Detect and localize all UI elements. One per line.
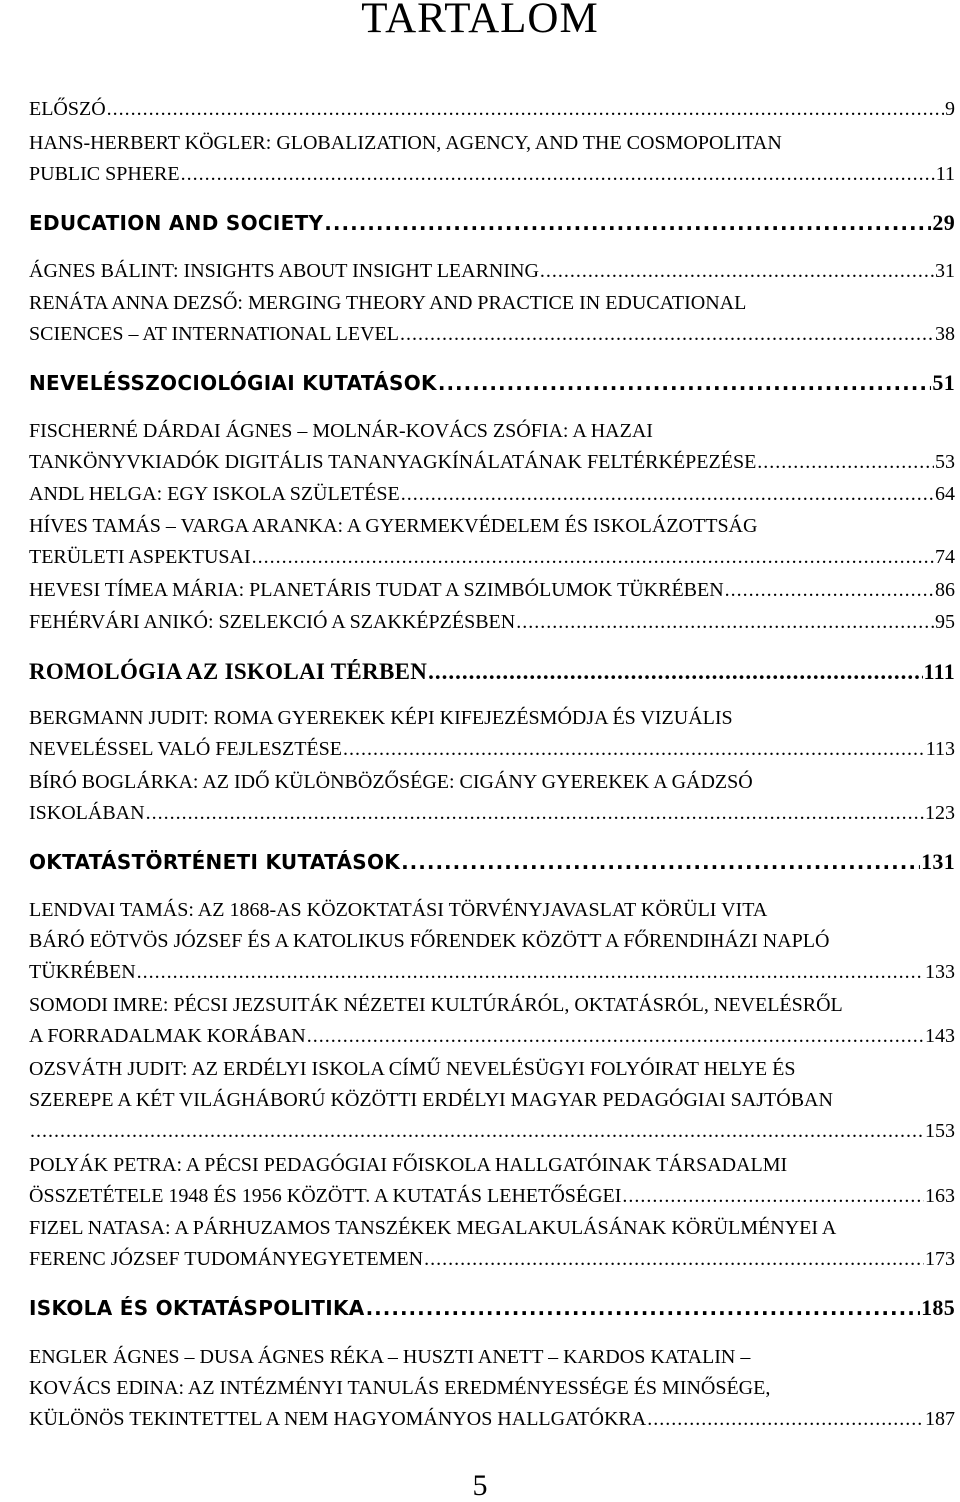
leader-dots bbox=[252, 542, 934, 573]
leader-dots bbox=[401, 847, 920, 878]
toc-entry-page: 51 bbox=[932, 370, 955, 395]
toc-entry-title-line: ÖSSZETÉTELE 1948 ÉS 1956 KÖZÖTT. A KUTATÁS LEHETŐSÉGEI bbox=[29, 1185, 622, 1207]
toc-entry-title-line: A FORRADALMAK KORÁBAN bbox=[29, 1025, 306, 1047]
section-title: OKTATÁSTÖRTÉNETI KUTATÁSOK bbox=[29, 850, 401, 874]
toc-entry-page: 86 bbox=[935, 579, 955, 601]
leader-dots bbox=[428, 656, 922, 687]
toc-entry-title-line: TÜKRÉBEN bbox=[29, 961, 136, 983]
leader-dots bbox=[424, 1244, 924, 1275]
toc-entry-page: 123 bbox=[925, 802, 955, 824]
toc-entry-title-line: SOMODI IMRE: PÉCSI JEZSUITÁK NÉZETEI KULTÚRÁRÓL, OKTATÁSRÓL, NEVELÉSRŐL bbox=[29, 994, 843, 1016]
toc-entry-balint[interactable] bbox=[29, 256, 955, 287]
toc-entry-title-line: FIZEL NATASA: A PÁRHUZAMOS TANSZÉKEK MEGALAKULÁSÁNAK KÖRÜLMÉNYEI A bbox=[29, 1217, 837, 1239]
toc-section-oktatastortenet[interactable] bbox=[29, 846, 955, 877]
toc-section-nevelesszociologia[interactable] bbox=[29, 367, 955, 398]
toc-entry-lendvai[interactable] bbox=[29, 895, 955, 988]
toc-entry-page: 74 bbox=[935, 546, 955, 568]
toc-entry-polyak[interactable] bbox=[29, 1150, 955, 1212]
toc-entry-dezso[interactable] bbox=[29, 288, 955, 350]
leader-dots bbox=[181, 159, 935, 190]
section-title: NEVELÉSSZOCIOLÓGIAI KUTATÁSOK bbox=[29, 371, 437, 395]
toc-entry-title: HEVESI TÍMEA MÁRIA: PLANETÁRIS TUDAT A SZIMBÓLUMOK TÜKRÉBEN bbox=[29, 579, 724, 601]
toc-entry-page: 31 bbox=[935, 260, 955, 282]
toc-entry-title-line: TERÜLETI ASPEKTUSAI bbox=[29, 546, 251, 568]
page-title: TARTALOM bbox=[361, 0, 599, 42]
toc-entry-title-line: PUBLIC SPHERE bbox=[29, 163, 180, 185]
toc-entry-page: 29 bbox=[932, 210, 955, 235]
toc-section-iskola-es-oktataspolitika[interactable] bbox=[29, 1292, 955, 1323]
toc-entry-title-line: BÍRÓ BOGLÁRKA: AZ IDŐ KÜLÖNBÖZŐSÉGE: CIGÁNY GYEREKEK A GÁDZSÓ bbox=[29, 771, 753, 793]
toc-entry-andl[interactable] bbox=[29, 479, 955, 510]
leader-dots bbox=[366, 1293, 921, 1324]
leader-dots bbox=[324, 208, 931, 239]
leader-dots bbox=[343, 734, 925, 765]
leader-dots bbox=[438, 368, 932, 399]
toc-entry-fizel[interactable] bbox=[29, 1213, 955, 1275]
toc-entry-page: 153 bbox=[925, 1120, 955, 1142]
toc-entry-title-line: RENÁTA ANNA DEZSŐ: MERGING THEORY AND PRACTICE IN EDUCATIONAL bbox=[29, 292, 747, 314]
toc-entry-hevesi[interactable] bbox=[29, 575, 955, 606]
toc-entry-title-line: LENDVAI TAMÁS: AZ 1868-AS KÖZOKTATÁSI TÖRVÉNYJAVASLAT KÖRÜLI VITA bbox=[29, 899, 768, 921]
toc-entry-page: 95 bbox=[935, 611, 955, 633]
toc-entry-title-line: HÍVES TAMÁS – VARGA ARANKA: A GYERMEKVÉDELEM ÉS ISKOLÁZOTTSÁG bbox=[29, 515, 758, 537]
toc-entry-title-line: SZEREPE A KÉT VILÁGHÁBORÚ KÖZÖTTI ERDÉLYI MAGYAR PEDAGÓGIAI SAJTÓBAN bbox=[29, 1089, 833, 1111]
toc-entry-page: 143 bbox=[925, 1025, 955, 1047]
toc-entry-title-line: BERGMANN JUDIT: ROMA GYEREKEK KÉPI KIFEJEZÉSMÓDJA ÉS VIZUÁLIS bbox=[29, 707, 733, 729]
toc-section-romologia[interactable] bbox=[29, 656, 955, 687]
leader-dots bbox=[757, 447, 934, 478]
leader-dots bbox=[146, 798, 924, 829]
toc-entry-page: 131 bbox=[921, 849, 955, 874]
toc-entry-page: 187 bbox=[925, 1408, 955, 1430]
toc-entry-page: 11 bbox=[935, 163, 955, 185]
toc-entry-title-line: TANKÖNYVKIADÓK DIGITÁLIS TANANYAGKÍNÁLATÁNAK FELTÉRKÉPEZÉSE bbox=[29, 451, 757, 473]
leader-dots bbox=[30, 1116, 924, 1147]
section-title: ISKOLA ÉS OKTATÁSPOLITIKA bbox=[29, 1296, 365, 1320]
toc-entry-title-line: ISKOLÁBAN bbox=[29, 802, 145, 824]
toc-entry-ozsvath[interactable] bbox=[29, 1054, 955, 1147]
toc-entry-title-line: FERENC JÓZSEF TUDOMÁNYEGYETEMEN bbox=[29, 1248, 424, 1270]
toc-entry-engler[interactable] bbox=[29, 1342, 955, 1435]
toc-entry-page: 64 bbox=[935, 483, 955, 505]
toc-entry-title-line: SCIENCES – AT INTERNATIONAL LEVEL bbox=[29, 323, 399, 345]
leader-dots bbox=[540, 256, 934, 287]
toc-entry-fehervari[interactable] bbox=[29, 607, 955, 638]
toc-entry-page: 133 bbox=[925, 961, 955, 983]
toc-entry-page: 113 bbox=[925, 738, 955, 760]
section-title: EDUCATION AND SOCIETY bbox=[29, 211, 324, 235]
leader-dots bbox=[107, 94, 944, 125]
toc-entry-page: 53 bbox=[935, 451, 955, 473]
toc-entry-page: 111 bbox=[923, 659, 955, 684]
leader-dots bbox=[647, 1404, 924, 1435]
section-title: ROMOLÓGIA AZ ISKOLAI TÉRBEN bbox=[29, 659, 428, 684]
page-number: 5 bbox=[472, 1469, 488, 1502]
toc-entry-somodi[interactable] bbox=[29, 990, 955, 1052]
toc-entry-fischerne[interactable] bbox=[29, 416, 955, 478]
toc-section-education-and-society[interactable] bbox=[29, 207, 955, 238]
toc-entry-title-line: HANS-HERBERT KÖGLER: GLOBALIZATION, AGENCY, AND THE COSMOPOLITAN bbox=[29, 132, 782, 154]
leader-dots bbox=[622, 1181, 924, 1212]
leader-dots bbox=[307, 1021, 924, 1052]
leader-dots bbox=[516, 607, 934, 638]
leader-dots bbox=[137, 957, 924, 988]
toc-entry-title: FEHÉRVÁRI ANIKÓ: SZELEKCIÓ A SZAKKÉPZÉSBEN bbox=[29, 611, 516, 633]
toc-entry-page: 185 bbox=[921, 1295, 955, 1320]
leader-dots bbox=[725, 575, 934, 606]
toc-entry-title-line: OZSVÁTH JUDIT: AZ ERDÉLYI ISKOLA CÍMŰ NEVELÉSÜGYI FOLYÓIRAT HELYE ÉS bbox=[29, 1058, 796, 1080]
toc-entry-page: 9 bbox=[945, 98, 955, 120]
toc-entry-page: 38 bbox=[935, 323, 955, 345]
toc-entry-page: 163 bbox=[925, 1185, 955, 1207]
toc-entry-title-line: POLYÁK PETRA: A PÉCSI PEDAGÓGIAI FŐISKOLA HALLGATÓINAK TÁRSADALMI bbox=[29, 1154, 788, 1176]
leader-dots bbox=[401, 479, 934, 510]
toc-entry-title: ÁGNES BÁLINT: INSIGHTS ABOUT INSIGHT LEARNING bbox=[29, 260, 539, 282]
toc-entry-title: ANDL HELGA: EGY ISKOLA SZÜLETÉSE bbox=[29, 483, 400, 505]
toc-entry-biro[interactable] bbox=[29, 767, 955, 829]
toc-entry-kogler[interactable] bbox=[29, 128, 955, 190]
toc-entry-page: 173 bbox=[925, 1248, 955, 1270]
toc-entry-title-line: BÁRÓ EÖTVÖS JÓZSEF ÉS A KATOLIKUS FŐRENDEK KÖZÖTT A FŐRENDIHÁZI NAPLÓ bbox=[29, 930, 830, 952]
toc-entry-preface[interactable] bbox=[29, 94, 955, 125]
toc-entry-title: ELŐSZÓ bbox=[29, 98, 106, 120]
toc-entry-title-line: KÜLÖNÖS TEKINTETTEL A NEM HAGYOMÁNYOS HALLGATÓKRA bbox=[29, 1408, 647, 1430]
toc-entry-title-line: ENGLER ÁGNES – DUSA ÁGNES RÉKA – HUSZTI ANETT – KARDOS KATALIN – bbox=[29, 1346, 751, 1368]
toc-entry-bergmann[interactable] bbox=[29, 703, 955, 765]
toc-entry-hives[interactable] bbox=[29, 511, 955, 573]
toc-entry-title-line: FISCHERNÉ DÁRDAI ÁGNES – MOLNÁR-KOVÁCS ZSÓFIA: A HAZAI bbox=[29, 420, 653, 442]
toc-entry-title-line: KOVÁCS EDINA: AZ INTÉZMÉNYI TANULÁS EREDMÉNYESSÉGE ÉS MINŐSÉGE, bbox=[29, 1377, 771, 1399]
toc-entry-title-line: NEVELÉSSEL VALÓ FEJLESZTÉSE bbox=[29, 738, 342, 760]
leader-dots bbox=[400, 319, 934, 350]
